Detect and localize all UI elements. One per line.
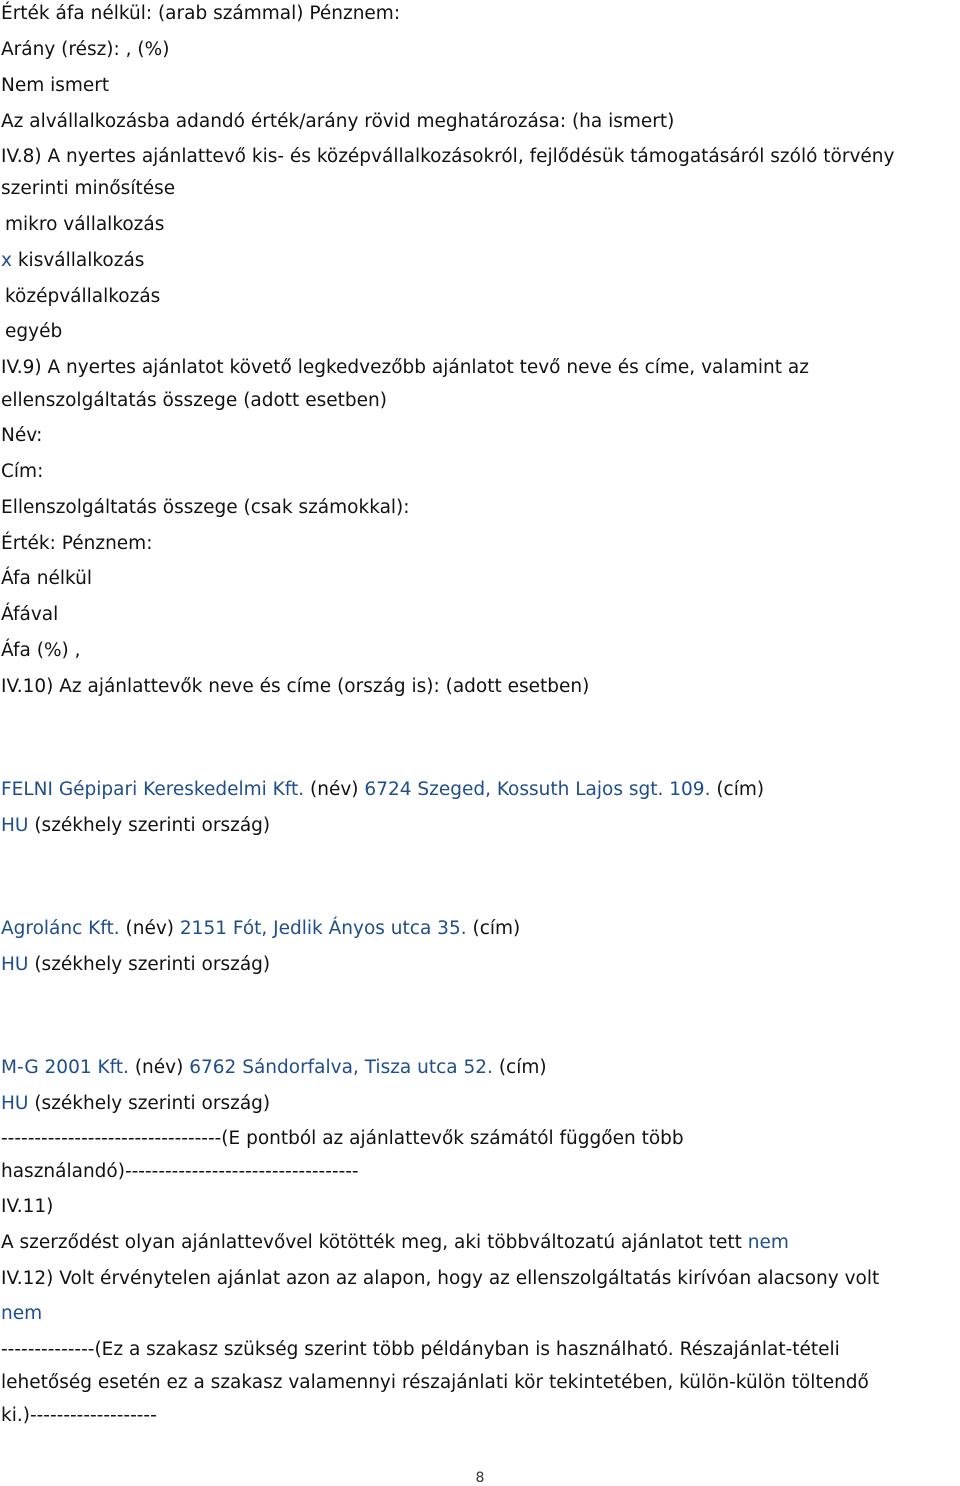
page-number: 8 xyxy=(475,1470,485,1486)
bidder-address-tag: (cím) xyxy=(716,779,765,800)
selected-marker: x xyxy=(1,250,12,271)
bidder-2-country xyxy=(1,953,270,977)
bidder-address: 2151 Fót, Jedlik Ányos utca 35. xyxy=(179,918,467,939)
bidder-address: 6762 Sándorfalva, Tisza utca 52. xyxy=(189,1057,493,1078)
section-iv12-value: nem xyxy=(1,1303,43,1324)
without-vat-label: Áfa nélkül xyxy=(1,568,92,589)
consideration-amount-label: Ellenszolgáltatás összege (csak számokkal): xyxy=(1,497,410,518)
bidder-name: FELNI Gépipari Kereskedelmi Kft. xyxy=(1,779,305,800)
bidder-country: HU xyxy=(1,954,29,975)
bidder-country-tag: (székhely szerinti ország) xyxy=(34,1093,271,1114)
separator-note-1: ---------------------------------(E pontból az ajánlattevők számától függően több xyxy=(1,1128,684,1149)
bidder-name-tag: (név) xyxy=(134,1057,184,1078)
bidder-address-tag: (cím) xyxy=(472,918,521,939)
separator-note-2-end: ki.)------------------- xyxy=(1,1405,157,1426)
section-iv11-row xyxy=(1,1231,789,1255)
value-without-vat-line: Érték áfa nélkül: (arab számmal) Pénznem: xyxy=(1,3,401,24)
option-medium: középvállalkozás xyxy=(5,286,161,307)
section-iv9-heading-cont: ellenszolgáltatás összege (adott esetben) xyxy=(1,390,387,411)
option-small: kisvállalkozás xyxy=(17,250,145,271)
address-label: Cím: xyxy=(1,461,44,482)
bidder-name-tag: (név) xyxy=(310,779,359,800)
ratio-line: Arány (rész): , (%) xyxy=(1,39,170,60)
bidder-name-tag: (név) xyxy=(125,918,175,939)
bidder-address: 6724 Szeged, Kossuth Lajos sgt. 109. xyxy=(364,779,711,800)
with-vat-label: Áfával xyxy=(1,604,59,625)
section-iv11-value: nem xyxy=(747,1232,789,1253)
bidder-country-tag: (székhely szerinti ország) xyxy=(34,815,271,836)
separator-note-2: --------------(Ez a szakasz szükség szerint több példányban is használható. Részajánlat-tételi xyxy=(1,1339,840,1360)
section-iv11-heading: IV.11) xyxy=(1,1196,54,1217)
vat-percent-label: Áfa (%) , xyxy=(1,640,81,661)
separator-note-2-cont: lehetőség esetén ez a szakasz valamennyi részajánlati kör tekintetében, külön-külön töltendő xyxy=(1,1372,869,1393)
bidder-name: M-G 2001 Kft. xyxy=(1,1057,129,1078)
unknown-line: Nem ismert xyxy=(1,75,110,96)
section-iv8-heading-cont: szerinti minősítése xyxy=(1,178,176,199)
option-small-row xyxy=(1,249,144,273)
bidder-1-name-address xyxy=(1,778,764,802)
section-iv9-heading: IV.9) A nyertes ajánlatot követő legkedvezőbb ajánlatot tevő neve és címe, valamint az xyxy=(1,357,809,378)
bidder-2-name-address xyxy=(1,917,520,941)
subcontract-description-line: Az alvállalkozásba adandó érték/arány rövid meghatározása: (ha ismert) xyxy=(1,111,675,132)
option-micro: mikro vállalkozás xyxy=(5,214,165,235)
bidder-country: HU xyxy=(1,1093,29,1114)
section-iv10-heading: IV.10) Az ajánlattevők neve és címe (ország is): (adott esetben) xyxy=(1,676,590,697)
bidder-3-name-address xyxy=(1,1056,547,1080)
separator-note-1-cont: használandó)----------------------------------- xyxy=(1,1161,359,1182)
section-iv12-text: IV.12) Volt érvénytelen ajánlat azon az alapon, hogy az ellenszolgáltatás kirívóan alacsony volt xyxy=(1,1268,880,1289)
section-iv8-heading: IV.8) A nyertes ajánlattevő kis- és középvállalkozásokról, fejlődésük támogatásáról szóló törvény xyxy=(1,146,895,167)
name-label: Név: xyxy=(1,425,43,446)
bidder-name: Agrolánc Kft. xyxy=(1,918,120,939)
bidder-1-country xyxy=(1,814,270,838)
bidder-address-tag: (cím) xyxy=(498,1057,547,1078)
bidder-country-tag: (székhely szerinti ország) xyxy=(34,954,271,975)
bidder-3-country xyxy=(1,1092,270,1116)
bidder-country: HU xyxy=(1,815,29,836)
option-other: egyéb xyxy=(5,321,63,342)
section-iv11-text: A szerződést olyan ajánlattevővel kötötték meg, aki többváltozatú ajánlatot tett xyxy=(1,1232,742,1253)
value-currency-label: Érték: Pénznem: xyxy=(1,533,153,554)
